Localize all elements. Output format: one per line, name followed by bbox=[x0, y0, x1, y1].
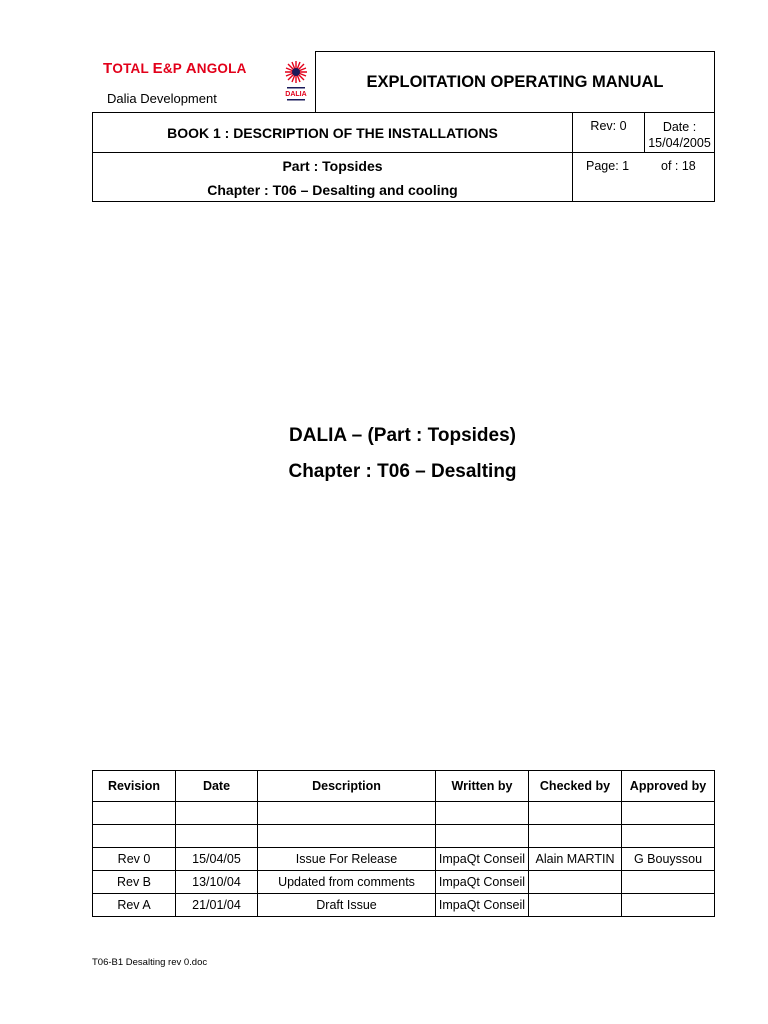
table-row bbox=[93, 825, 715, 848]
table-cell bbox=[258, 825, 436, 848]
table-cell: 15/04/05 bbox=[176, 848, 258, 871]
header-written-by: Written by bbox=[436, 771, 529, 802]
footer-filename: T06-B1 Desalting rev 0.doc bbox=[92, 957, 208, 968]
table-cell: ImpaQt Conseil bbox=[436, 894, 529, 917]
table-cell bbox=[622, 894, 715, 917]
table-cell bbox=[93, 802, 176, 825]
table-cell: Rev 0 bbox=[93, 848, 176, 871]
book-title: BOOK 1 : DESCRIPTION OF THE INSTALLATIONS bbox=[92, 112, 573, 153]
title-line-2: Chapter : T06 – Desalting bbox=[288, 461, 517, 482]
table-row bbox=[93, 871, 715, 894]
table-cell bbox=[93, 825, 176, 848]
revision-table bbox=[92, 770, 715, 917]
company-logo: TOTAL E&P ANGOLA bbox=[103, 60, 247, 77]
manual-title: EXPLOITATION OPERATING MANUAL bbox=[315, 51, 715, 113]
table-cell bbox=[436, 802, 529, 825]
svg-text:DALIA: DALIA bbox=[285, 91, 307, 98]
table-cell bbox=[622, 871, 715, 894]
page-total: of : 18 bbox=[661, 159, 696, 173]
table-cell: Alain MARTIN bbox=[529, 848, 622, 871]
part-label: Part : Topsides bbox=[282, 158, 383, 174]
part-chapter-cell bbox=[92, 152, 573, 202]
table-cell: 13/10/04 bbox=[176, 871, 258, 894]
table-row bbox=[93, 802, 715, 825]
table-cell: ImpaQt Conseil bbox=[436, 871, 529, 894]
table-cell bbox=[529, 825, 622, 848]
title-line-1: DALIA – (Part : Topsides) bbox=[289, 425, 516, 446]
table-cell: ImpaQt Conseil bbox=[436, 848, 529, 871]
table-cell bbox=[529, 871, 622, 894]
table-cell bbox=[529, 894, 622, 917]
table-cell: Rev B bbox=[93, 871, 176, 894]
table-cell: Rev A bbox=[93, 894, 176, 917]
page-number: Page: 1 bbox=[586, 159, 630, 173]
table-cell bbox=[622, 825, 715, 848]
page-cell bbox=[572, 152, 715, 202]
table-cell bbox=[258, 802, 436, 825]
table-cell bbox=[436, 825, 529, 848]
table-cell bbox=[176, 802, 258, 825]
table-cell bbox=[176, 825, 258, 848]
header-checked-by: Checked by bbox=[529, 771, 622, 802]
revision-number: Rev: 0 bbox=[572, 112, 645, 153]
table-cell: Issue For Release bbox=[258, 848, 436, 871]
table-cell: Draft Issue bbox=[258, 894, 436, 917]
document-title bbox=[0, 418, 768, 490]
table-header-row bbox=[93, 771, 715, 802]
date-cell bbox=[644, 112, 715, 153]
date-label: Date : bbox=[662, 120, 697, 134]
table-cell: G Bouyssou bbox=[622, 848, 715, 871]
header-description: Description bbox=[258, 771, 436, 802]
project-subtitle: Dalia Development bbox=[107, 91, 217, 106]
table-cell bbox=[529, 802, 622, 825]
chapter-label: Chapter : T06 – Desalting and cooling bbox=[207, 182, 458, 198]
header-date: Date bbox=[176, 771, 258, 802]
table-row bbox=[93, 894, 715, 917]
date-value: 15/04/2005 bbox=[648, 136, 711, 150]
table-cell bbox=[622, 802, 715, 825]
header-revision: Revision bbox=[93, 771, 176, 802]
table-row bbox=[93, 848, 715, 871]
table-cell: Updated from comments bbox=[258, 871, 436, 894]
header-approved-by: Approved by bbox=[622, 771, 715, 802]
dalia-emblem-icon bbox=[281, 58, 311, 106]
table-cell: 21/01/04 bbox=[176, 894, 258, 917]
